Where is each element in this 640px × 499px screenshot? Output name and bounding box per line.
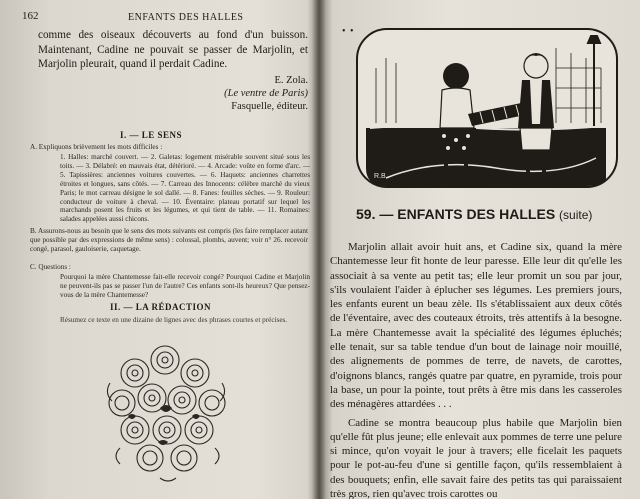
page-number: 162: [22, 10, 39, 22]
source: (Le ventre de Paris): [224, 88, 308, 99]
chapter-suffix: (suite): [559, 208, 593, 222]
author: E. Zola.: [274, 75, 308, 86]
flower-bouquet-illustration: [100, 338, 235, 488]
illustration-signature: R.B.: [374, 173, 388, 180]
section-title-redaction: II. — LA RÉDACTION: [110, 302, 212, 312]
running-head: ENFANTS DES HALLES: [128, 12, 244, 23]
intro-text: comme des oiseaux découverts au fond d'un buisson. Maintenant, Cadine ne pouvait se passer de Marjolin, et Marjolin pleurait, quand il perdait Cadine.: [38, 29, 308, 70]
section-title-sens: I. — LE SENS: [120, 130, 183, 140]
children-illustration: [356, 28, 618, 188]
ornament-dots: • •: [342, 26, 355, 37]
question-c-text: Pourquoi la mère Chantemesse fait-elle recevoir congé? Pourquoi Cadine et Marjolin ne peuvent-ils pas se passer l'un de l'autre? Ces enfants sont-ils heureux? Que pensez-vous de la mère Chantemesse?: [60, 273, 310, 299]
right-page: [322, 0, 640, 499]
chapter-title: — ENFANTS DES HALLES: [379, 206, 556, 222]
publisher: Fasquelle, éditeur.: [231, 101, 308, 112]
question-b: B. Assurons-nous au besoin que le sens des mots suivants est compris (les faire remplacer autant que possible par des expressions de même sens) : colossal, plombs, auvent; voir n° 26. recevoir congé, parasol, gauloiserie, caquetage.: [30, 227, 308, 253]
paragraph-2: Cadine se montra beaucoup plus habile que Marjolin bien qu'elle fût plus jeune; elle enlevait aux pommes de terre une pelure si mince, qu'on voyait le jour à travers; elle ficelait les paquets pour le pot-au-feu d'une si gentille façon, qu'ils ressemblaient à des bouquets; enfin, elle savait faire des petits tas qui paraissaient très gros, rien qu'avec trois carottes ou: [330, 416, 622, 499]
question-a-intro: A. Expliquons brièvement les mots difficiles :: [30, 143, 163, 151]
chapter-number: 59.: [356, 206, 376, 222]
question-c-intro: C. Questions :: [30, 263, 71, 271]
chapter-body: [330, 240, 622, 499]
attribution: [40, 74, 308, 113]
redaction-text: Résumez ce texte en une dizaine de lignes avec des phrases courtes et précises.: [60, 316, 288, 324]
paragraph-1: Marjolin allait avoir huit ans, et Cadine six, quand la mère Chantemesse leur fit honte de leur paresse. Elle leur dit qu'elle les associait à sa vente au petit tas; elle leur promit un sou par jour, s'ils voulaient l'aider à éplucher ses légumes. Les premiers jours, les enfants eurent un beau zèle. Ils s'établissaient aux deux côtés de l'éventaire, avec des couteaux étroits, très attentifs à la besogne. La mère Chantemesse avait la spécialité des légumes épluchés; elle tenait, sur sa table tendue d'un bout de lainage noir mouillé, des alignements de pommes de terre, de navets, de carottes, d'oignons blancs, rangés quatre par quatre, en pyramide, trois pour la base, un pour la pointe, tout prêts à être mis dans les casseroles des ménagères attardées . . .: [330, 241, 622, 411]
chapter-heading: [356, 206, 592, 222]
left-page: [0, 0, 318, 499]
question-a-items: 1. Halles: marché couvert. — 2. Galetas: logement misérable souvent situé sous les toits. — 3. Délabré: en mauvais état, détérioré. — 4. Arcade: voûte en forme d'arc. — 5. Tapissières: anciennes voitures couvertes. — 6. Haquets: anciennes charrettes étroites et longues, sans côtés. — 7. Carreau des Innocents: célèbre marché du vieux Paris; le mot carreau désigne le sol dallé. — 8. Fanes: feuilles sèches. — 9. Rouleur: conducteur de voiture à cheval. — 10. Éventaire: plateau portatif sur lequel les marchands posent les fruits et les légumes, et qui tient de table. — 11. Romaines: salades appelées aussi chicons.: [60, 153, 310, 224]
